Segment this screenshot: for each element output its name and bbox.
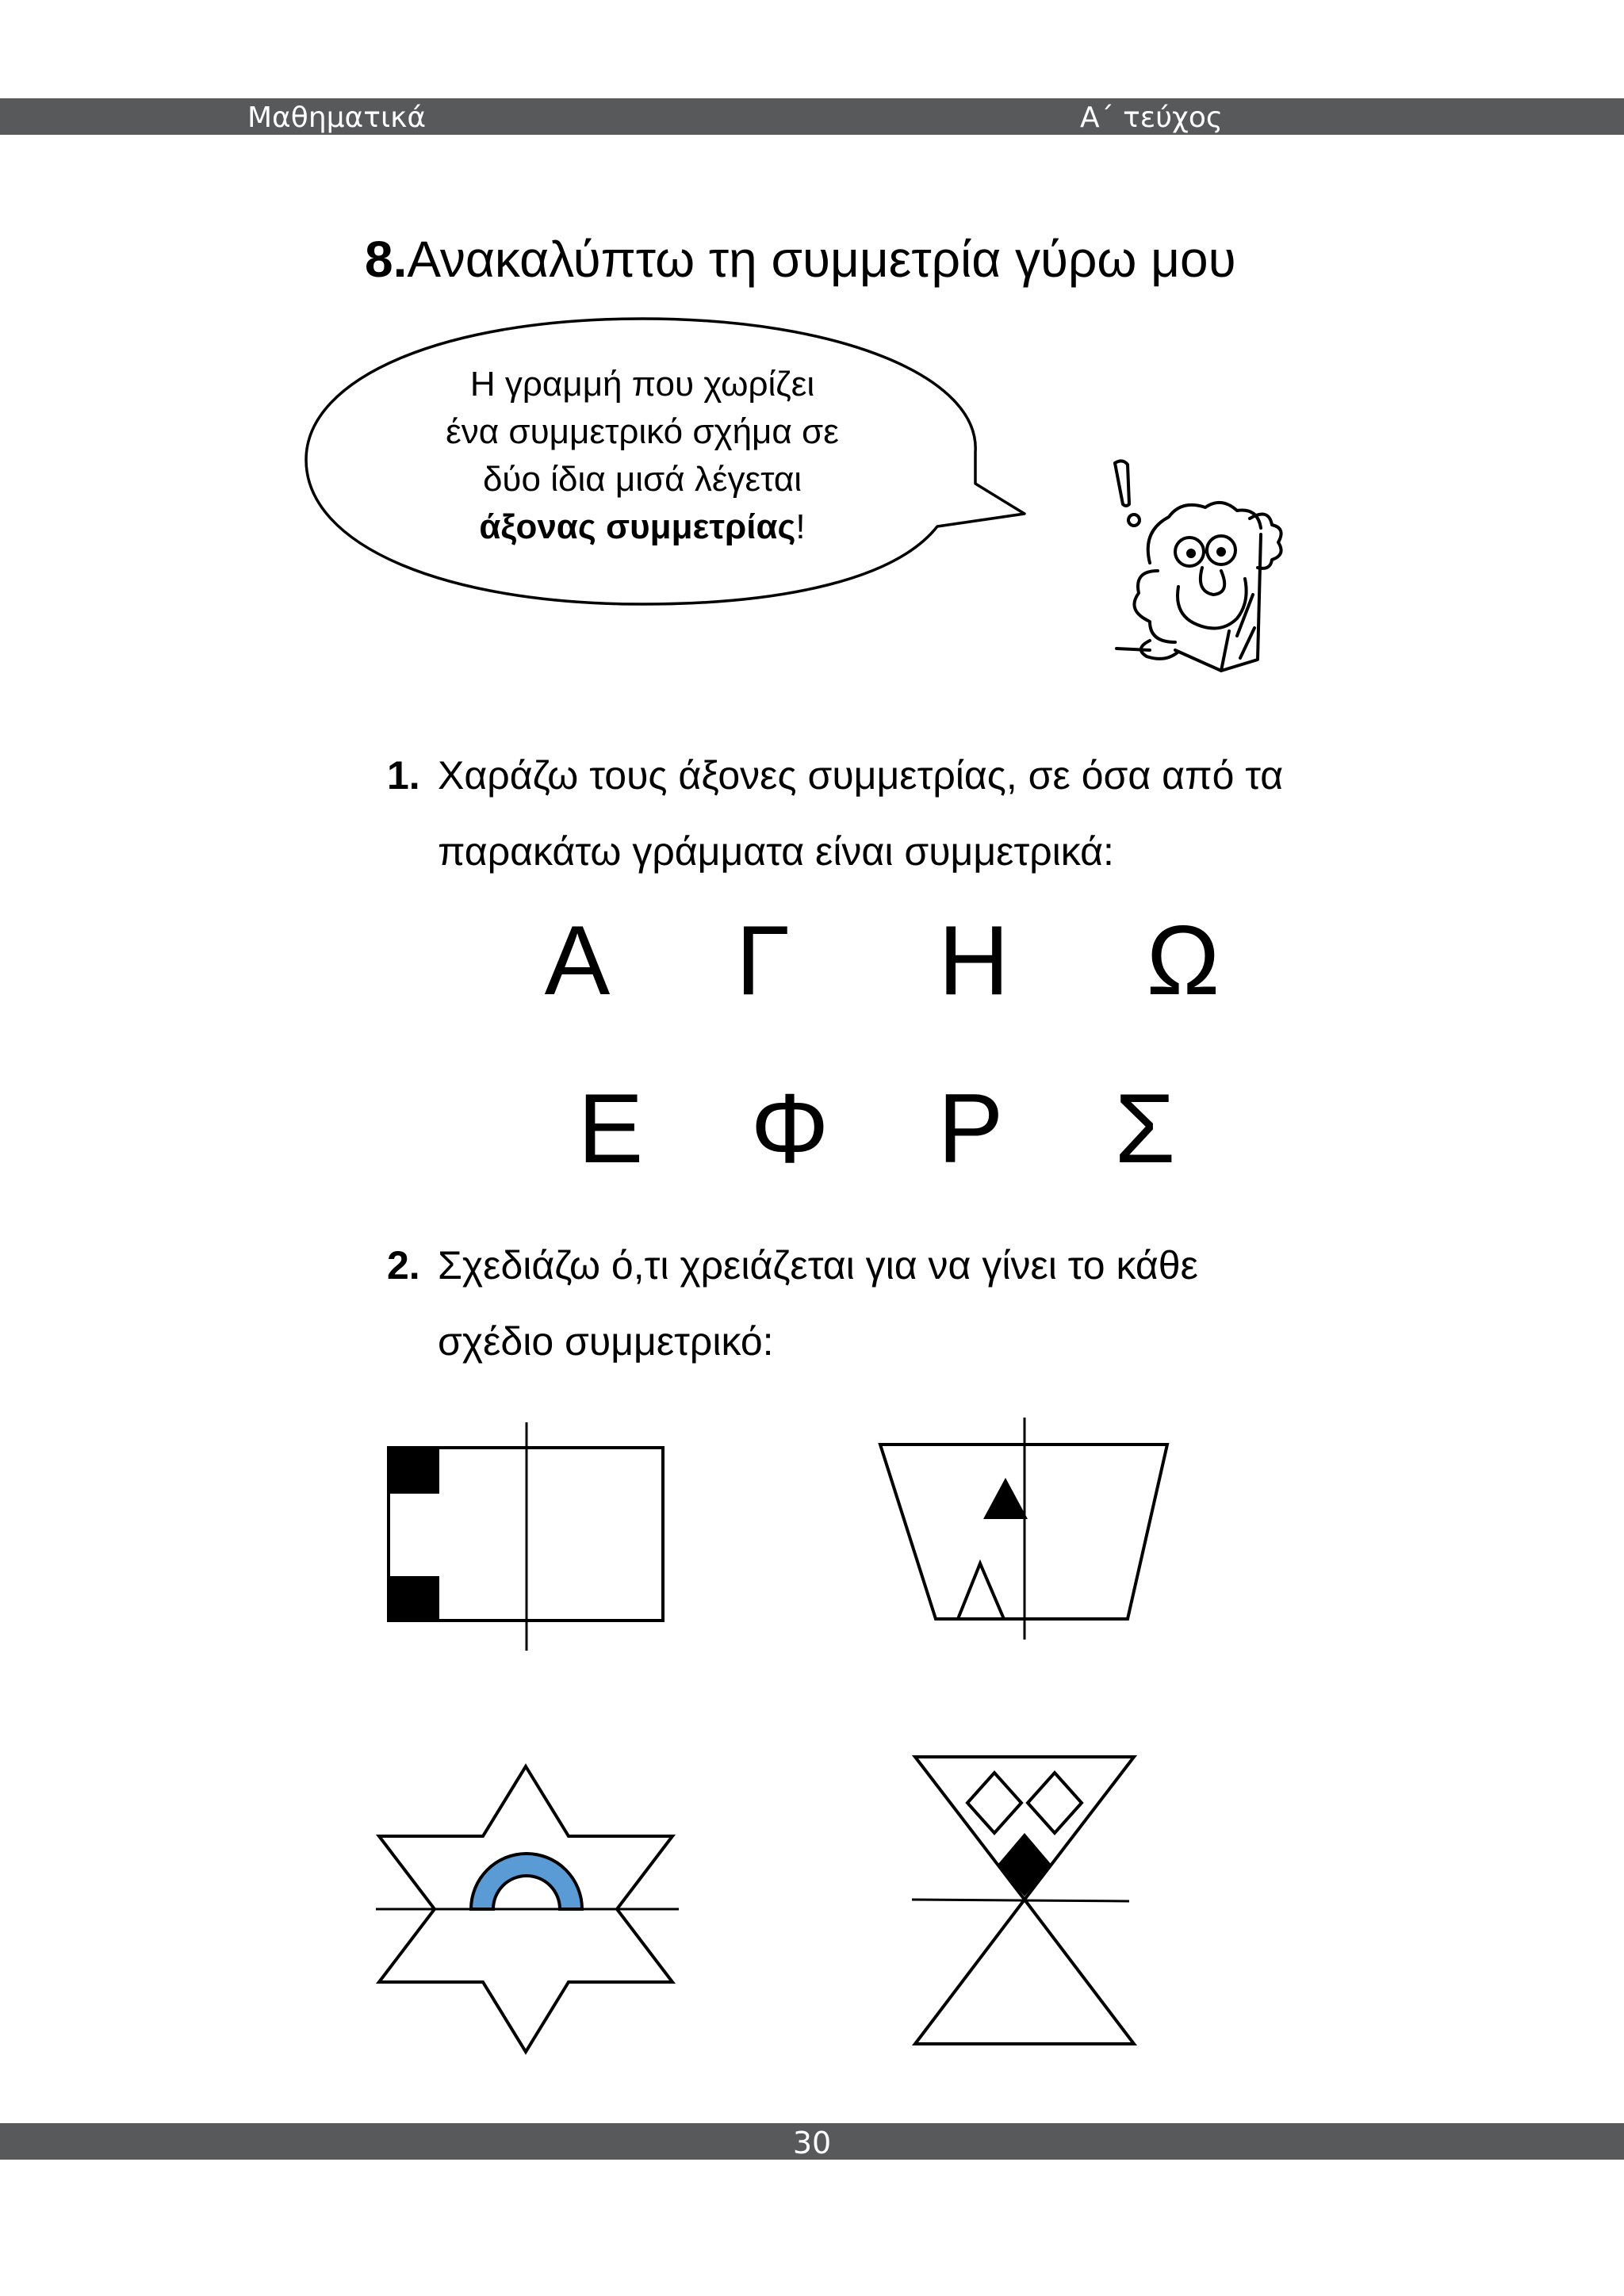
bubble-end: !	[795, 507, 806, 546]
lower-triangle	[915, 1900, 1134, 2044]
exercise-1-number: 1.	[387, 753, 420, 798]
letter: Γ	[735, 906, 791, 1016]
exercise-1	[387, 737, 1378, 890]
header-volume: Α΄ τεύχος	[1080, 101, 1223, 134]
letter: Σ	[1114, 1074, 1176, 1184]
section-title	[365, 230, 1236, 289]
bubble-line-4	[341, 503, 944, 551]
symmetry-axis	[912, 1900, 1129, 1901]
header-bar	[0, 98, 1624, 135]
section-title-text: Ανακαλύπτω τη συμμετρία γύρω μου	[407, 231, 1236, 288]
exercise-2-text-2: σχέδιο συμμετρικό:	[438, 1319, 774, 1364]
professor-mascot-icon	[1102, 452, 1293, 674]
figure-trapezoid	[872, 1408, 1174, 1646]
exercise-2-line-1	[387, 1227, 1378, 1303]
header-subject: Μαθηματικά	[247, 101, 427, 134]
footer-bar	[0, 2123, 1624, 2160]
exercise-1-text-1: Χαράζω τους άξονες συμμετρίας, σε όσα από τα	[438, 753, 1284, 798]
exercise-2	[387, 1227, 1378, 1380]
bubble-line-3: δύο ίδια μισά λέγεται	[482, 460, 802, 499]
figure-star	[370, 1755, 687, 2064]
black-square-top	[389, 1448, 439, 1494]
exercise-2-number: 2.	[387, 1243, 420, 1288]
figure-rectangle	[381, 1411, 682, 1657]
bubble-term: άξονας συμμετρίας	[479, 507, 796, 546]
letter: Η	[938, 906, 1009, 1016]
letter: Φ	[750, 1074, 829, 1184]
bubble-text	[341, 361, 944, 551]
page-number: 30	[792, 2126, 832, 2160]
letter: Α	[544, 906, 611, 1016]
letter: Ω	[1146, 906, 1220, 1016]
section-number: 8.	[365, 231, 408, 288]
exercise-1-text-2: παρακάτω γράμματα είναι συμμετρικά:	[438, 829, 1114, 874]
letter: Ρ	[937, 1074, 1004, 1184]
bubble-line-1: Η γραμμή που χωρίζει	[469, 365, 815, 404]
exercise-1-line-1	[387, 737, 1378, 813]
black-square-bottom	[389, 1576, 439, 1622]
figure-hourglass	[904, 1744, 1150, 2061]
letter: Ε	[577, 1074, 644, 1184]
bubble-line-2: ένα συμμετρικό σχήμα σε	[446, 412, 839, 451]
exercise-2-text-1: Σχεδιάζω ό,τι χρειάζεται για να γίνει το κάθε	[438, 1243, 1198, 1288]
